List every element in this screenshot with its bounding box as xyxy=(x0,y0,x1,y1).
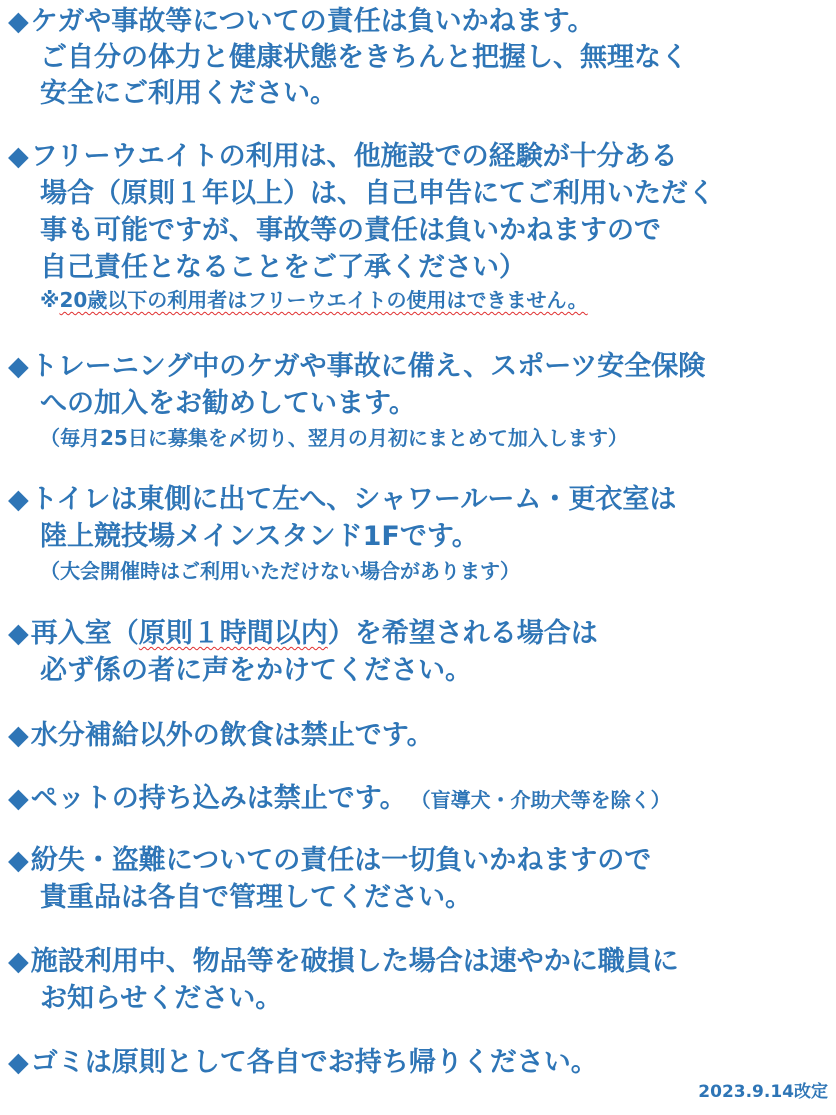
notice-2-note: ※20歳以下の利用者はフリーウエイトの使用はできません。 xyxy=(40,288,588,312)
notice-9-line-2: お知らせください。 xyxy=(40,983,283,1014)
notice-3-line-1: ◆トレーニング中のケガや事故に備え、スポーツ安全保険 xyxy=(8,351,706,382)
notice-2-line-3: 事も可能ですが、事故等の責任は負いかねますので xyxy=(40,215,661,246)
notice-4-line-2: 陸上競技場メインスタンド1Fです。 xyxy=(40,521,479,552)
notice-8-line-2: 貴重品は各自で管理してください。 xyxy=(40,882,472,913)
notice-1-line-1: ◆ケガや事故等についての責任は負いかねます。 xyxy=(8,6,595,37)
notice-1-line-2: ご自分の体力と健康状態をきちんと把握し、無理なく xyxy=(40,42,688,73)
diamond-bullet-icon: ◆ xyxy=(8,484,29,515)
notice-8-line-1: ◆紛失・盗難についての責任は一切負いかねますので xyxy=(8,845,652,876)
notice-6-line-1: ◆水分補給以外の飲食は禁止です。 xyxy=(8,720,434,751)
diamond-bullet-icon: ◆ xyxy=(8,141,29,172)
diamond-bullet-icon: ◆ xyxy=(8,6,29,37)
diamond-bullet-icon: ◆ xyxy=(8,720,29,751)
notice-2-line-4: 自己責任となることをご了承ください） xyxy=(40,252,526,283)
notice-10-line-1: ◆ゴミは原則として各自でお持ち帰りください。 xyxy=(8,1047,598,1078)
notice-7-line-1: ◆ペットの持ち込みは禁止です。 （盲導犬・介助犬等を除く） xyxy=(8,783,671,814)
notice-5-line-2: 必ず係の者に声をかけてください。 xyxy=(40,655,472,686)
notice-4-note: （大会開催時はご利用いただけない場合があります） xyxy=(40,559,520,583)
diamond-bullet-icon: ◆ xyxy=(8,946,29,977)
notice-9-line-1: ◆施設利用中、物品等を破損した場合は速やかに職員に xyxy=(8,946,679,977)
notice-3-note: （毎月25日に募集を〆切り、翌月の月初にまとめて加入します） xyxy=(40,426,628,450)
notice-5-line-1: ◆再入室（原則１時間以内）を希望される場合は xyxy=(8,618,598,649)
notice-4-line-1: ◆トイレは東側に出て左へ、シャワールーム・更衣室は xyxy=(8,484,677,515)
diamond-bullet-icon: ◆ xyxy=(8,351,29,382)
notice-7-inline-note: （盲導犬・介助犬等を除く） xyxy=(420,788,671,812)
notice-2-line-1: ◆フリーウエイトの利用は、他施設での経験が十分ある xyxy=(8,141,678,172)
diamond-bullet-icon: ◆ xyxy=(8,618,29,649)
diamond-bullet-icon: ◆ xyxy=(8,1047,29,1078)
notice-2-line-2: 場合（原則１年以上）は、自己申告にてご利用いただく xyxy=(40,178,715,209)
diamond-bullet-icon: ◆ xyxy=(8,783,29,814)
notice-1-line-3: 安全にご利用ください。 xyxy=(40,78,337,109)
revision-date: 2023.9.14改定 xyxy=(698,1082,828,1102)
diamond-bullet-icon: ◆ xyxy=(8,845,29,876)
notice-3-line-2: への加入をお勧めしています。 xyxy=(40,388,416,419)
